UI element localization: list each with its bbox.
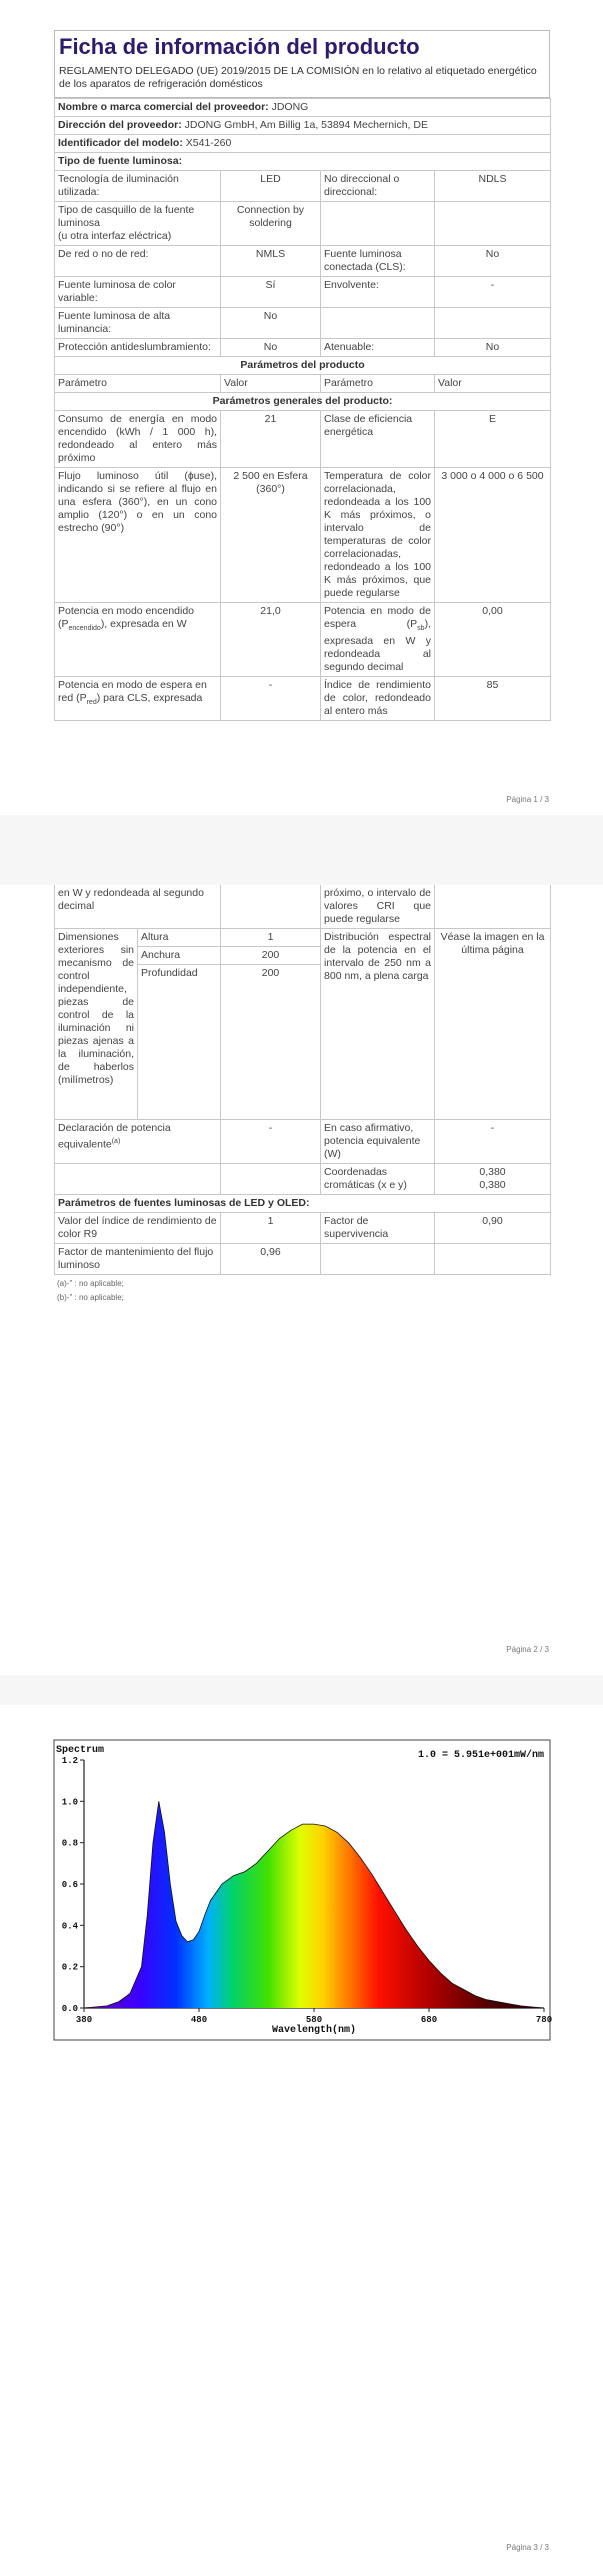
label-part: ), expresada en W y redondeada al segundo decimal [324,618,431,674]
cell-value: NDLS [435,171,551,202]
table-row [55,411,551,468]
table-row [55,603,551,677]
y-tick-label: 0.0 [61,2004,78,2014]
cell-label: Protección antideslumbramiento: [55,339,221,357]
cell-label: Tipo de casquillo de la fuente luminosa (u otra interfaz eléctrica) [55,202,221,246]
led-params-header: Parámetros de fuentes luminosas de LED y OLED: [55,1195,551,1213]
supplier-address-value: JDONG GmbH, Am Billig 1a, 53894 Mechernich, DE [184,119,428,131]
cell-label: Factor de supervivencia [321,1213,435,1244]
cell-label: Coordenadas cromáticas (x e y) [321,1164,435,1195]
cell-label [321,603,435,677]
y-tick-label: 1.0 [61,1797,78,1808]
page-3 [0,1705,603,2560]
cell-value: - [435,277,551,308]
page-title: Ficha de información del producto [59,34,420,59]
table-row [55,1213,551,1244]
supplier-address-row [55,117,551,135]
dim-value: 1 [221,929,321,947]
cell-value [435,885,551,929]
dim-label: Profundidad [138,965,221,1120]
spectrum-chart [54,1740,553,2040]
cell-value: E [435,411,551,468]
cell-value: 0,96 [221,1244,321,1275]
chroma-y: 0,380 [479,1179,506,1191]
cell-value: NMLS [221,246,321,277]
col-header-value: Valor [221,375,321,393]
cell-value: 21 [221,411,321,468]
table-row [55,468,551,603]
cell-value [435,1164,551,1195]
table-row [55,339,551,357]
label-part: Potencia en modo de espera (P [324,605,431,630]
page-gap [0,1675,603,1705]
cell-value: 21,0 [221,603,321,677]
cell-label: Tecnología de iluminación utilizada: [55,171,221,202]
cell-value: 2 500 en Esfera (360°) [221,468,321,603]
cell-value: LED [221,171,321,202]
cell-value [221,1164,321,1195]
cell-label: Atenuable: [321,339,435,357]
cell-value: 85 [435,677,551,721]
chroma-x: 0,380 [479,1166,506,1178]
product-info-table-continued [54,885,551,1275]
cell-label [55,1120,221,1164]
cell-label: Valor del índice de rendimiento de color R9 [55,1213,221,1244]
dim-value: 200 [221,947,321,965]
model-id-value: X541-260 [185,137,232,149]
col-header-param: Parámetro [55,375,221,393]
page-number: Página 2 / 3 [506,1645,549,1654]
cell-label: próximo, o intervalo de valores CRI que puede regularse [321,885,435,929]
cell-value: No [221,308,321,339]
label-part: Potencia en modo de espera en red (P [58,679,207,705]
supplier-name-row [55,99,551,117]
equiv-label: Declaración de potencia equivalente [58,1122,171,1151]
product-info-table [54,98,551,721]
cell-value: Sí [221,277,321,308]
dimensions-row [55,929,551,947]
cell-value: 3 000 o 4 000 o 6 500 [435,468,551,603]
cell-value: No [435,339,551,357]
footnote-a: (a)-" : no aplicable; [57,1279,124,1288]
cell-label: Fuente luminosa de alta luminancia: [55,308,221,339]
footnote-b: (b)-" : no aplicable; [57,1293,124,1302]
regulation-text: REGLAMENTO DELEGADO (UE) 2019/2015 DE LA COMISIÓN en lo relativo al etiquetado energético de los aparatos de refrigeración domésticos [55,61,549,98]
table-row [55,1244,551,1275]
cell-label: Consumo de energía en modo encendido (kWh / 1 000 h), redondeado al entero más próximo [55,411,221,468]
dim-label: Altura [138,929,221,947]
supplier-name-value: JDONG [271,101,309,113]
col-header-value: Valor [435,375,551,393]
cell-label: Envolvente: [321,277,435,308]
y-tick-label: 0.6 [61,1880,78,1890]
dimensions-label: Dimensiones exteriores sin mecanismo de control independiente, piezas de control de la iluminación ni piezas ajenas a la iluminación, de haberlos (milímetros) [55,929,138,1120]
cell-value [435,1244,551,1275]
x-tick-label: 580 [305,2015,323,2025]
cell-label: Temperatura de color correlacionada, redondeada a los 100 K más próximos, o intervalo de temperaturas de color correlacionadas, redondeado a los 100 K más próximos, que puede regularse [321,468,435,603]
table-row [55,885,551,929]
cell-value: 1 [221,1213,321,1244]
model-id-label: Identificador del modelo: [58,137,183,149]
x-axis-label: Wavelength(nm) [271,2025,357,2036]
cell-label [55,677,221,721]
cell-label [55,1164,221,1195]
dim-value: 200 [221,965,321,1120]
cell-label [321,202,435,246]
table-row [55,1120,551,1164]
page-number: Página 3 / 3 [506,2543,549,2552]
col-header-param: Parámetro [321,375,435,393]
supplier-name-label: Nombre o marca comercial del proveedor: [58,101,269,113]
cell-value: - [221,677,321,721]
cell-value: No [221,339,321,357]
cell-label: Fuente luminosa de color variable: [55,277,221,308]
column-header-row [55,375,551,393]
table-row [55,308,551,339]
y-tick-label: 1.2 [61,1756,78,1766]
table-row [55,246,551,277]
table-row [55,202,551,246]
page-2 [0,885,603,1675]
cell-value [435,308,551,339]
cell-label: Flujo luminoso útil (ɸuse), indicando si se refiere al flujo en una esfera (360°), en un cono amplio (120°) o en un cono estrecho (90°) [55,468,221,603]
label-subscript: encendido [68,625,101,633]
y-tick-label: 0.8 [61,1838,78,1849]
supplier-address-label: Dirección del proveedor: [58,119,182,131]
light-source-type-header: Tipo de fuente luminosa: [55,153,551,171]
x-tick-label: 680 [420,2015,438,2025]
cell-value: No [435,246,551,277]
cell-value [221,885,321,929]
cell-value: - [221,1120,321,1164]
x-tick-label: 480 [190,2015,208,2025]
spectral-value: Véase la imagen en la última página [435,929,551,1120]
cell-label [321,1244,435,1275]
label-part: ), expresada en W [100,618,187,630]
cell-label [55,603,221,677]
cell-label: Índice de rendimiento de color, redondeado al entero más [321,677,435,721]
page-1 [0,0,603,815]
spectral-label: Distribución espectral de la potencia en el intervalo de 250 nm a 800 nm, a plena carga [321,929,435,1120]
table-row [55,171,551,202]
label-part: Potencia en modo encendido (P [58,605,195,630]
cell-label: en W y redondeada al segundo decimal [55,885,221,929]
table-row [55,677,551,721]
y-tick-label: 0.2 [61,1962,78,1973]
label-subscript: red [86,699,97,707]
cell-value [435,202,551,246]
cell-value: - [435,1120,551,1164]
cell-label: De red o no de red: [55,246,221,277]
x-tick-label: 380 [75,2015,93,2025]
chart-annotation: 1.0 = 5.951e+001mW/nm [417,1750,544,1761]
model-id-row [55,135,551,153]
cell-label: Fuente luminosa conectada (CLS): [321,246,435,277]
y-tick-label: 0.4 [61,1921,78,1932]
general-params-header: Parámetros generales del producto: [55,393,551,411]
label-subscript: sb [417,625,425,633]
cell-value: Connection by soldering [221,202,321,246]
footnote-ref: (a) [111,1138,121,1145]
cell-value: 0,00 [435,603,551,677]
page-gap [0,815,603,885]
spectrum-chart-svg [54,1740,553,2040]
table-row [55,1164,551,1195]
label-part: ) para CLS, expresada [96,692,203,705]
page-number: Página 1 / 3 [506,795,549,804]
cell-label: Factor de mantenimiento del flujo luminoso [55,1244,221,1275]
product-params-header: Parámetros del producto [55,357,551,375]
cell-label [321,308,435,339]
table-row [55,277,551,308]
x-tick-label: 780 [535,2015,553,2025]
cell-label: No direccional o direccional: [321,171,435,202]
cell-label: En caso afirmativo, potencia equivalente (W) [321,1120,435,1164]
dim-label: Anchura [138,947,221,965]
cell-label: Clase de eficiencia energética [321,411,435,468]
chart-title: Spectrum [56,1745,105,1756]
cell-value: 0,90 [435,1213,551,1244]
